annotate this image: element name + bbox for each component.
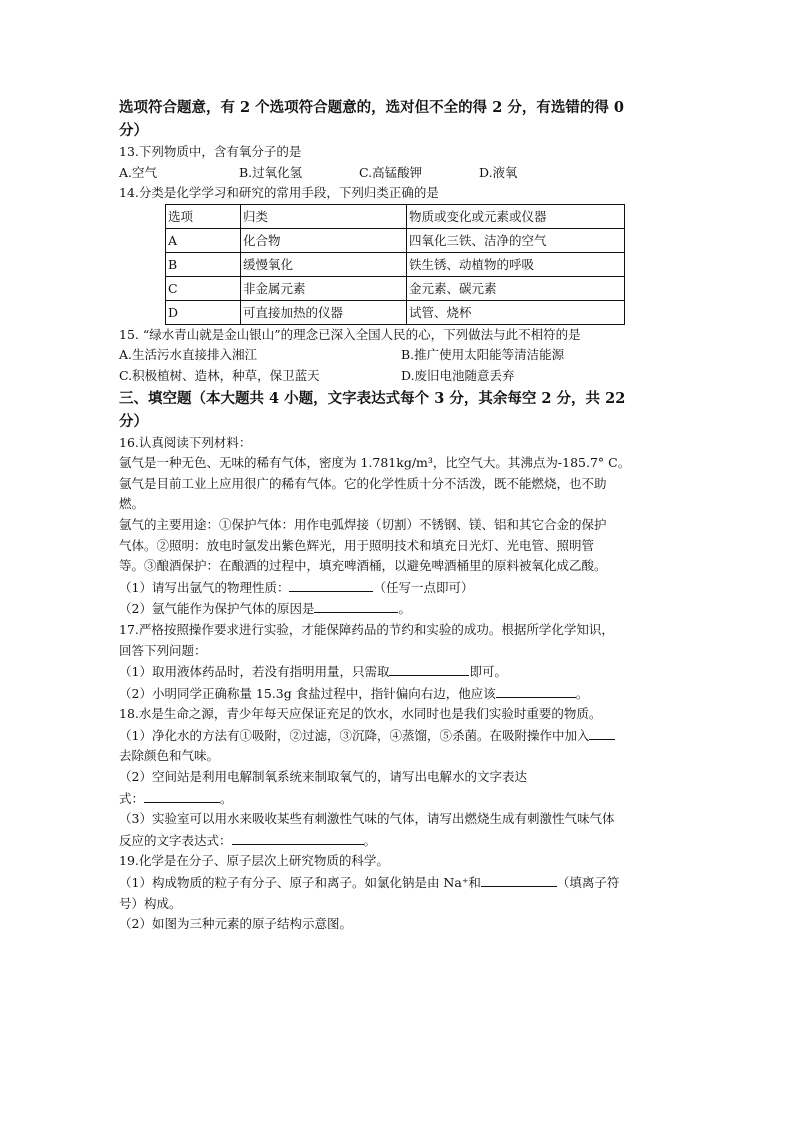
answer-blank[interactable] (389, 661, 469, 676)
answer-blank[interactable] (481, 872, 557, 887)
q14-stem: 14.分类是化学学习和研究的常用手段，下列归类正确的是 (119, 185, 439, 201)
q18-sub2-line2 (119, 788, 679, 810)
q16-paragraph2-line1: 氩气的主要用途：①保护气体：用作电弧焊接（切割）不锈钢、镁、铝和其它合金的保护 (119, 516, 607, 532)
section3-heading-line2: 分） (119, 412, 148, 430)
q17-sub1-text: （1）取用液体药品时，若没有指明用量，只需取 (119, 664, 390, 680)
q18-sub1-line1 (119, 725, 679, 747)
table-row (166, 276, 625, 300)
q18-sub3-line1: （3）实验室可以用水来吸收某些有刺激性气味的气体，请写出燃烧生成有刺激性气味气体 (119, 811, 615, 827)
table-cell: D (166, 300, 241, 324)
answer-blank[interactable] (144, 788, 220, 803)
page-content (119, 96, 679, 935)
q15-option-b: B.推广使用太阳能等清洁能源 (401, 347, 565, 363)
q15-options-row1 (119, 345, 679, 366)
section-instruction-line1: 选项符合题意，有 2 个选项符合题意的，选对但不全的得 2 分，有选错的得 0 (119, 99, 625, 116)
table-cell: 试管、烧杯 (407, 300, 625, 324)
q16-sub2-end: 。 (398, 601, 411, 617)
q18-sub1-text: （1）净化水的方法有①吸附，②过滤，③沉降，④蒸馏，⑤杀菌。在吸附操作中加入 (119, 727, 590, 743)
q19-sub2: （2）如图为三种元素的原子结构示意图。 (119, 916, 352, 932)
q15-stem: 15. “绿水青山就是金山银山”的理念已深入全国人民的心，下列做法与此不相符的是 (119, 326, 581, 342)
table-cell: A (166, 228, 241, 252)
answer-blank[interactable] (232, 830, 364, 845)
q16-sub1-note: （任写一点即可） (373, 579, 474, 595)
q19-sub1-text: （1）构成物质的粒子有分子、原子和离子。如氯化钠是由 Na⁺和 (119, 875, 481, 891)
table-header-row (166, 204, 625, 228)
table-cell: 化合物 (241, 228, 407, 252)
table-cell: 四氧化三铁、洁净的空气 (407, 228, 625, 252)
q18-sub2-end: 。 (220, 790, 233, 806)
q13-option-b: B.过氧化氢 (239, 164, 303, 180)
q17-sub1-end: 即可。 (469, 664, 507, 680)
q16-stem: 16.认真阅读下列材料： (119, 434, 252, 450)
q13-stem: 13.下列物质中，含有氧分子的是 (119, 144, 302, 159)
q18-sub2-line1: （2）空间站是利用电解制氧系统来制取氧气的，请写出电解水的文字表达 (119, 769, 527, 785)
q16-paragraph2-line3: 等。③酿酒保护：在酿酒的过程中，填充啤酒桶，以避免啤酒桶里的原料被氧化成乙酸。 (119, 558, 607, 574)
q17-stem-line1: 17.严格按照操作要求进行实验，才能保障药品的节约和实验的成功。根据所学化学知识， (119, 621, 614, 637)
table-cell: 非金属元素 (241, 276, 407, 300)
answer-blank[interactable] (289, 577, 373, 592)
table-cell: B (166, 252, 241, 276)
q19-stem: 19.化学是在分子、原子层次上研究物质的科学。 (119, 853, 389, 869)
table-header-cell: 选项 (166, 204, 241, 228)
q14-classification-table (165, 204, 625, 325)
q18-sub2-prefix: 式： (119, 790, 145, 806)
section3-heading-line1: 三、填空题（本大题共 4 小题，文字表达式每个 3 分，其余每空 2 分，共 22 (119, 389, 626, 407)
q17-sub2 (119, 683, 679, 705)
q15-options-row2 (119, 366, 679, 387)
q13-option-c: C.高锰酸钾 (359, 164, 423, 180)
q16-paragraph2-line2: 气体。②照明：放电时氩发出紫色辉光，用于照明技术和填充日光灯、光电管、照明管 (119, 537, 595, 553)
q16-paragraph1-line1: 氩气是一种无色、无味的稀有气体，密度为 1.781kg/m³，比空气大。其沸点为-185.7° C。 (119, 455, 631, 471)
q16-sub2-text: （2）氩气能作为保护气体的原因是 (119, 601, 315, 617)
q18-sub1-line2: 去除颜色和气味。 (119, 748, 220, 764)
q16-sub2 (119, 598, 679, 620)
q15-option-d: D.废旧电池随意丢弃 (401, 367, 515, 383)
table-header-cell: 物质或变化或元素或仪器 (407, 204, 625, 228)
q19-sub1-line1 (119, 872, 679, 894)
q16-sub1 (119, 577, 679, 599)
q17-sub1 (119, 661, 679, 683)
table-row (166, 300, 625, 324)
table-header-cell: 归类 (241, 204, 407, 228)
q13-options (119, 163, 679, 184)
q13-option-a: A.空气 (119, 164, 158, 180)
answer-blank[interactable] (314, 598, 398, 613)
q17-stem-line2: 回答下列问题： (119, 642, 207, 658)
section-instruction-line2: 分） (119, 122, 148, 139)
table-cell: C (166, 276, 241, 300)
q19-sub1-line2: 号）构成。 (119, 895, 182, 911)
table-cell: 铁生锈、动植物的呼吸 (407, 252, 625, 276)
answer-blank[interactable] (496, 683, 576, 698)
q18-sub3-end: 。 (363, 832, 377, 848)
table-cell: 可直接加热的仪器 (241, 300, 407, 324)
q13-option-d: D.液氧 (479, 164, 518, 180)
table-cell: 缓慢氧化 (241, 252, 407, 276)
table-row (166, 252, 625, 276)
q16-sub1-text: （1）请写出氩气的物理性质： (119, 579, 290, 595)
q16-paragraph1-line3: 燃。 (119, 496, 145, 512)
q18-sub3-line2 (119, 830, 679, 852)
answer-blank[interactable] (589, 725, 615, 740)
table-row (166, 228, 625, 252)
q17-sub2-text: （2）小明同学正确称量 15.3g 食盐过程中，指针偏向右边，他应该 (119, 685, 496, 701)
q17-sub2-end: 。 (575, 685, 589, 701)
q18-stem: 18.水是生命之源，青少年每天应保证充足的饮水，水同时也是我们实验时重要的物质。 (119, 706, 602, 722)
table-cell: 金元素、碳元素 (407, 276, 625, 300)
q15-option-c: C.积极植树、造林，种草，保卫蓝天 (119, 367, 320, 383)
q19-sub1-note: （填离子符 (556, 875, 620, 891)
q18-sub3-prefix: 反应的文字表达式： (119, 832, 232, 848)
q15-option-a: A.生活污水直接排入湘江 (119, 347, 258, 363)
q16-paragraph1-line2: 氩气是目前工业上应用很广的稀有气体。它的化学性质十分不活泼，既不能燃烧，也不助 (119, 475, 607, 491)
